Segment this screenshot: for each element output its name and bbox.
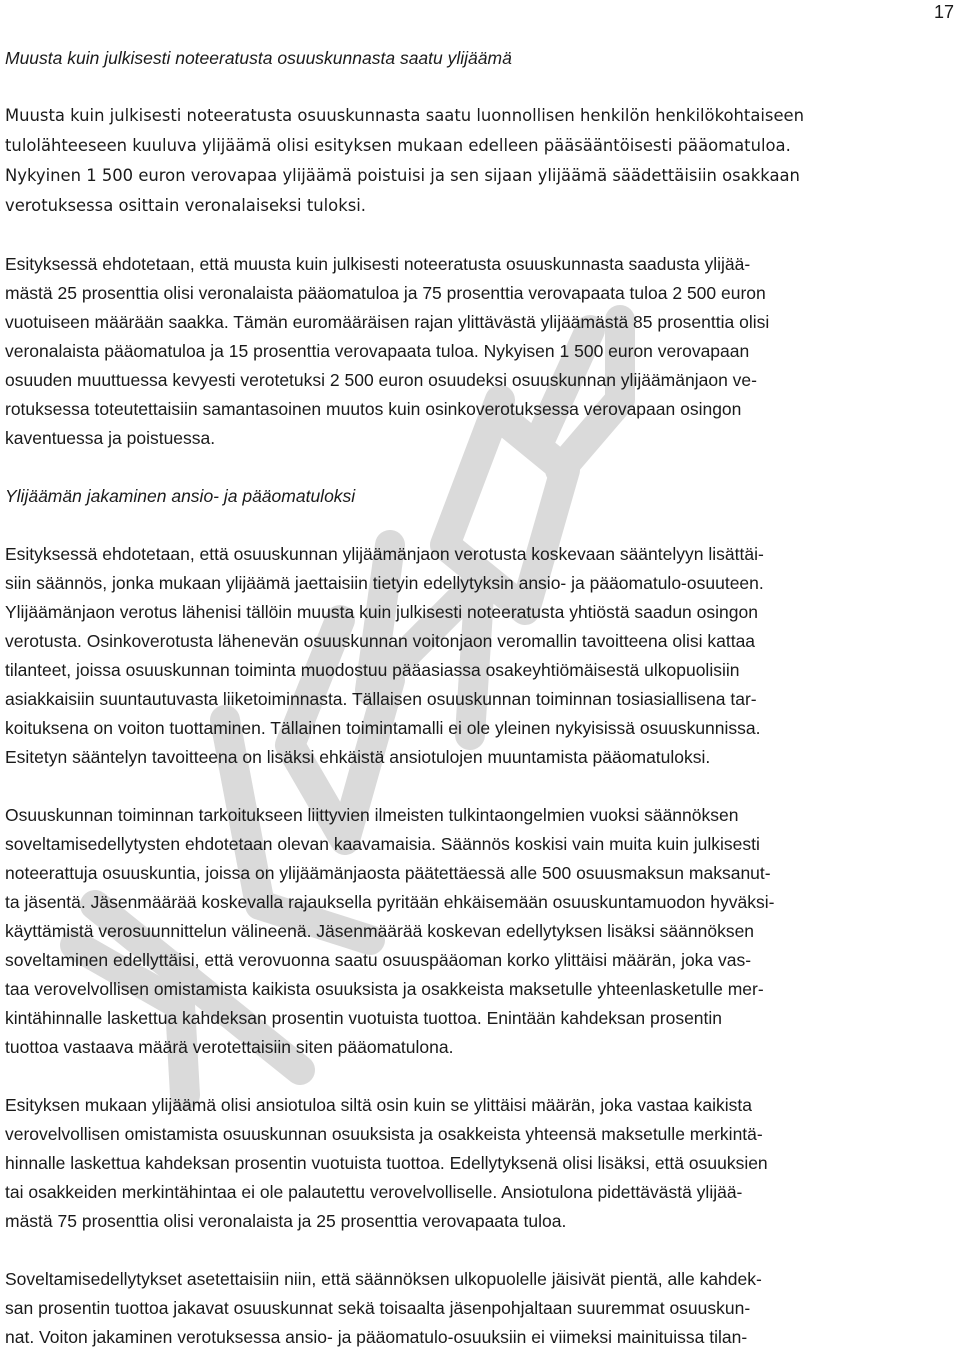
- paragraph-line: tulolähteeseen kuuluva ylijäämä olisi esityksen mukaan edelleen pääsääntöisesti pääomatuloa.: [5, 136, 791, 155]
- page-number: 17: [933, 2, 954, 22]
- paragraph-line: Nykyinen 1 500 euron verovapaa ylijäämä poistuisi ja sen sijaan ylijäämä säädettäisiin osakkaan: [5, 166, 800, 185]
- paragraph-line: Soveltamisedellytykset asetettaisiin niin, että säännöksen ulkopuolelle jäisivät pientä, alle kahdek-: [5, 1269, 762, 1289]
- paragraph-line: ta jäsentä. Jäsenmäärää koskevalla rajauksella pyritään ehkäisemään osuuskuntamuodon hyväksi-: [5, 892, 775, 912]
- paragraph-line: kintähinnalle laskettua kahdeksan prosentin vuotuista tuottoa. Enintään kahdeksan prosentin: [5, 1008, 723, 1028]
- paragraph-line: hinnalle laskettua kahdeksan prosentin vuotuista tuottoa. Edellytyksenä olisi lisäksi, että osuuksien: [5, 1153, 768, 1173]
- paragraph-line: Esitetyn sääntelyn tavoitteena on lisäksi ehkäistä ansiotulojen muuntamista pääomatuloksi.: [5, 747, 711, 767]
- paragraph-line: Esityksen mukaan ylijäämä olisi ansiotuloa siltä osin kuin se ylittäisi määrän, joka vastaa kaikista: [5, 1095, 753, 1115]
- paragraph-line: nat. Voiton jakaminen verotuksessa ansio- ja pääomatulo-osuuksiin ei viimeksi mainituissa tilan-: [5, 1327, 748, 1347]
- paragraph-line: käyttämistä verosuunnittelun välineenä. Jäsenmäärää koskevan edellytyksen lisäksi säännöksen: [5, 921, 755, 941]
- paragraph-line: taa verovelvollisen omistamista kaikista osuuksista ja osakkeista maksetulle yhteenlasketulle mer-: [5, 979, 764, 999]
- paragraph-line: soveltaminen edellyttäisi, että verovuonna saatu osuuspääoman korko ylittäisi määrän, joka vas-: [5, 950, 752, 970]
- paragraph-line: san prosentin tuottoa jakavat osuuskunnat sekä toisaalta jäsenpohjaltaan suuremmat osuuskun-: [5, 1298, 751, 1318]
- paragraph-line: soveltamisedellytysten ehdotetaan olevan kaavamaisia. Säännös koskisi vain muita kuin julkisesti: [5, 834, 760, 854]
- paragraph-line: osuuden muuttuessa kevyesti verotetuksi 2 500 euron osuudeksi osuuskunnan ylijäämänjaon ve-: [5, 370, 757, 390]
- paragraph-line: veronalaista pääomatuloa ja 15 prosenttia verovapaata tuloa. Nykyisen 1 500 euron verovapaan: [5, 341, 750, 361]
- paragraph-line: verovelvollisen omistamista osuuskunnan osuuksista ja osakkeista yhteensä maksetulle merkintä-: [5, 1124, 763, 1144]
- paragraph-line: vuotuiseen määrään saakka. Tämän euromääräisen rajan ylittävästä ylijäämästä 85 prosenttia olisi: [5, 312, 770, 332]
- paragraph-line: kaventuessa ja poistuessa.: [5, 428, 216, 448]
- paragraph-line: asiakkaisiin suuntautuvasta liiketoiminnasta. Tällaisen osuuskunnan toiminnan tosiasiallisena tar-: [5, 689, 757, 709]
- paragraph-line: Muusta kuin julkisesti noteeratusta osuuskunnasta saatu luonnollisen henkilön henkilökohtaiseen: [5, 106, 805, 125]
- section-heading: Muusta kuin julkisesti noteeratusta osuuskunnasta saatu ylijäämä: [5, 48, 512, 68]
- paragraph-line: Esityksessä ehdotetaan, että muusta kuin julkisesti noteeratusta osuuskunnasta saadusta ylijää-: [5, 254, 751, 274]
- paragraph-line: siin säännös, jonka mukaan ylijäämä jaettaisiin tietyin edellytyksin ansio- ja pääomatulo-osuuteen.: [5, 573, 764, 593]
- paragraph-line: noteerattuja osuuskuntia, joissa on ylijäämänjaosta päätettäessä alle 500 osuusmaksun maksanut-: [5, 863, 771, 883]
- section-heading: Ylijäämän jakaminen ansio- ja pääomatuloksi: [5, 486, 356, 506]
- paragraph-line: mästä 75 prosenttia olisi veronalaista ja 25 prosenttia verovapaata tuloa.: [5, 1211, 567, 1231]
- paragraph-line: tuottoa vastaava määrä verotettaisiin siten pääomatulona.: [5, 1037, 454, 1057]
- paragraph-line: Osuuskunnan toiminnan tarkoitukseen liittyvien ilmeisten tulkintaongelmien vuoksi säännöksen: [5, 805, 739, 825]
- paragraph-line: tai osakkeiden merkintähintaa ei ole palautettu verovelvolliselle. Ansiotulona pidettävästä ylijää-: [5, 1182, 743, 1202]
- paragraph-line: Ylijäämänjaon verotus lähenisi tällöin muusta kuin julkisesti noteeratusta yhtiöstä saadun osingon: [5, 602, 758, 622]
- paragraph-line: verotusta. Osinkoverotusta lähenevän osuuskunnan voitonjaon veromallin tavoitteena olisi kattaa: [5, 631, 756, 651]
- paragraph-line: koituksena on voiton tuottaminen. Tällainen toimintamalli ei ole yleinen nykyisissä osuuskunnissa.: [5, 718, 761, 738]
- paragraph-line: rotuksessa toteutettaisiin samantasoinen muutos kuin osinkoverotuksessa verovapaan osingon: [5, 399, 742, 419]
- paragraph-line: tilanteet, joissa osuuskunnan toiminta muodostuu pääasiassa osakeyhtiömäisestä ulkopuolisiin: [5, 660, 740, 680]
- paragraph-line: verotuksessa osittain veronalaiseksi tuloksi.: [5, 196, 367, 215]
- paragraph-line: mästä 25 prosenttia olisi veronalaista pääomatuloa ja 75 prosenttia verovapaata tuloa 2 500 euron: [5, 283, 766, 303]
- paragraph-line: Esityksessä ehdotetaan, että osuuskunnan ylijäämänjaon verotusta koskevaan sääntelyyn lisättäi-: [5, 544, 764, 564]
